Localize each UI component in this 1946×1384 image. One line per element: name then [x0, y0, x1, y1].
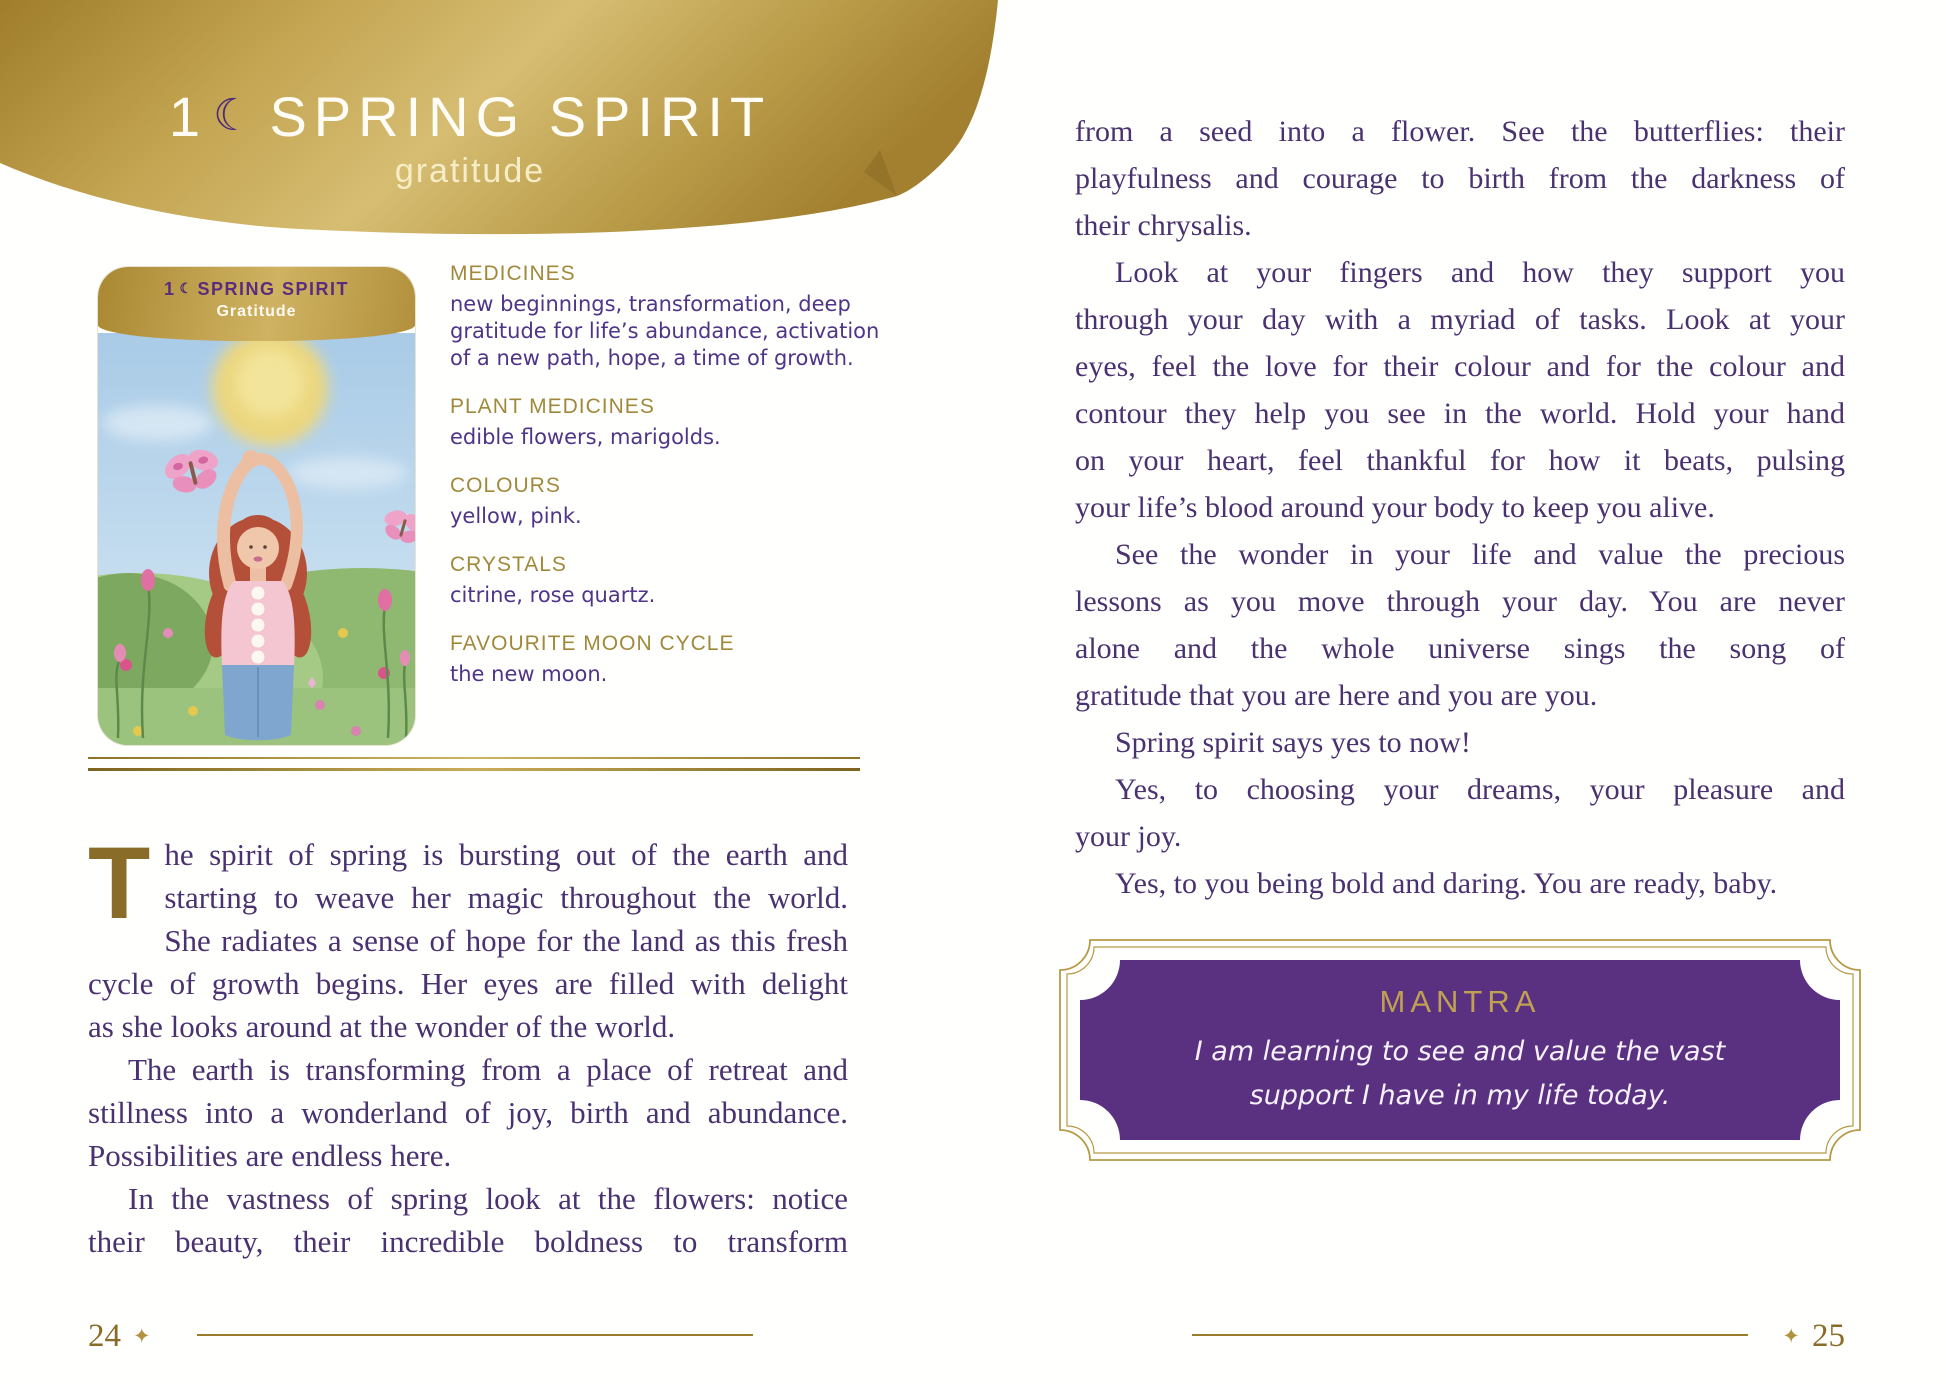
body-line: on your heart, feel thankful for how it beats, pulsing: [1075, 444, 1845, 477]
attribute-item: [450, 395, 890, 451]
footer-right: [1075, 1318, 1845, 1358]
attribute-item: [450, 632, 890, 688]
attribute-label: PLANT MEDICINES: [450, 395, 655, 418]
chapter-subtitle: gratitude: [394, 152, 546, 190]
footer-rule: [197, 1334, 753, 1336]
attribute-item: [450, 262, 890, 372]
chapter-title: [0, 84, 940, 149]
card-title: [98, 279, 415, 300]
divider-line: [88, 768, 860, 771]
body-line: Yes, to choosing your dreams, your pleasure and: [1115, 773, 1845, 806]
attribute-value: citrine, rose quartz.: [450, 583, 656, 607]
body-line: gratitude that you are here and you are you.: [1075, 679, 1598, 712]
attribute-label: COLOURS: [450, 474, 561, 497]
body-line: Look at your fingers and how they support you: [1115, 256, 1845, 289]
body-line: their beauty, their incredible boldness to transform: [88, 1224, 848, 1259]
footer-left: [88, 1318, 848, 1358]
body-text-right: [1075, 108, 1845, 907]
body-line: lessons as you move through your day. You are never: [1075, 585, 1845, 618]
card-illustration: [98, 333, 415, 745]
body-text-left: [88, 826, 848, 1263]
attribute-value: the new moon.: [450, 662, 608, 686]
chapter-title-text: SPRING SPIRIT: [269, 85, 772, 148]
card-attributes-list: [450, 262, 890, 711]
attribute-label: FAVOURITE MOON CYCLE: [450, 632, 735, 655]
body-line: their chrysalis.: [1075, 209, 1252, 242]
body-line: your joy.: [1075, 820, 1182, 853]
moon-icon: ☾: [212, 91, 260, 140]
body-line: he spirit of spring is bursting out of the earth and: [164, 837, 848, 872]
chapter-number: 1: [168, 85, 207, 148]
mantra-text: [1118, 1030, 1802, 1118]
body-line: playfulness and courage to birth from the darkness of: [1075, 162, 1845, 195]
body-line: as she looks around at the wonder of the world.: [88, 1009, 676, 1044]
attribute-item: [450, 553, 890, 609]
body-line: your life’s blood around your body to keep you alive.: [1075, 491, 1715, 524]
body-line: She radiates a sense of hope for the land as this fresh: [164, 923, 848, 958]
mantra-line: I am learning to see and value the vast: [1194, 1036, 1726, 1067]
body-line: alone and the whole universe sings the song of: [1075, 632, 1845, 665]
body-line: through your day with a myriad of tasks. Look at your: [1075, 303, 1845, 336]
mantra-heading: MANTRA: [1379, 984, 1541, 1019]
body-line: See the wonder in your life and value the precious: [1115, 538, 1845, 571]
body-line: Spring spirit says yes to now!: [1115, 726, 1471, 759]
card-number: 1: [163, 279, 176, 299]
mantra-line: support I have in my life today.: [1249, 1080, 1671, 1111]
body-line: The earth is transforming from a place of retreat and: [128, 1052, 848, 1087]
mantra-box: [1058, 938, 1862, 1162]
body-line: In the vastness of spring look at the flowers: notice: [128, 1181, 848, 1216]
body-line: Possibilities are endless here.: [88, 1138, 452, 1173]
drop-cap: T: [88, 826, 151, 940]
attribute-value: yellow, pink.: [450, 504, 582, 528]
body-line: Yes, to you being bold and daring. You are ready, baby.: [1115, 867, 1778, 900]
attribute-label: MEDICINES: [450, 262, 576, 285]
card-subtitle: Gratitude: [216, 303, 297, 320]
body-line: stillness into a wonderland of joy, birth and abundance.: [88, 1095, 848, 1130]
oracle-card-thumbnail: [98, 267, 415, 745]
attribute-value: new beginnings, transformation, deep gratitude for life’s abundance, activation of a new path, hope, a time of growth.: [450, 292, 880, 370]
page-number: 25: [1812, 1318, 1845, 1354]
sparkle-icon: ✦: [133, 1325, 151, 1348]
attribute-item: [450, 474, 890, 530]
body-line: contour they help you see in the world. Hold your hand: [1075, 397, 1845, 430]
footer-rule: [1192, 1334, 1748, 1336]
body-line: cycle of growth begins. Her eyes are filled with delight: [88, 966, 848, 1001]
attribute-label: CRYSTALS: [450, 553, 567, 576]
page-number: 24: [88, 1318, 121, 1354]
card-title-band: [98, 267, 415, 341]
body-line: eyes, feel the love for their colour and for the colour and: [1075, 350, 1845, 383]
section-divider: [88, 757, 860, 771]
body-line: from a seed into a flower. See the butterflies: their: [1075, 115, 1845, 148]
body-line: starting to weave her magic throughout the world.: [164, 880, 848, 915]
moon-icon: ☾: [179, 280, 194, 296]
card-title-text: SPRING SPIRIT: [197, 279, 350, 299]
sparkle-icon: ✦: [1782, 1325, 1800, 1348]
attribute-value: edible flowers, marigolds.: [450, 425, 721, 449]
divider-line: [88, 757, 860, 759]
